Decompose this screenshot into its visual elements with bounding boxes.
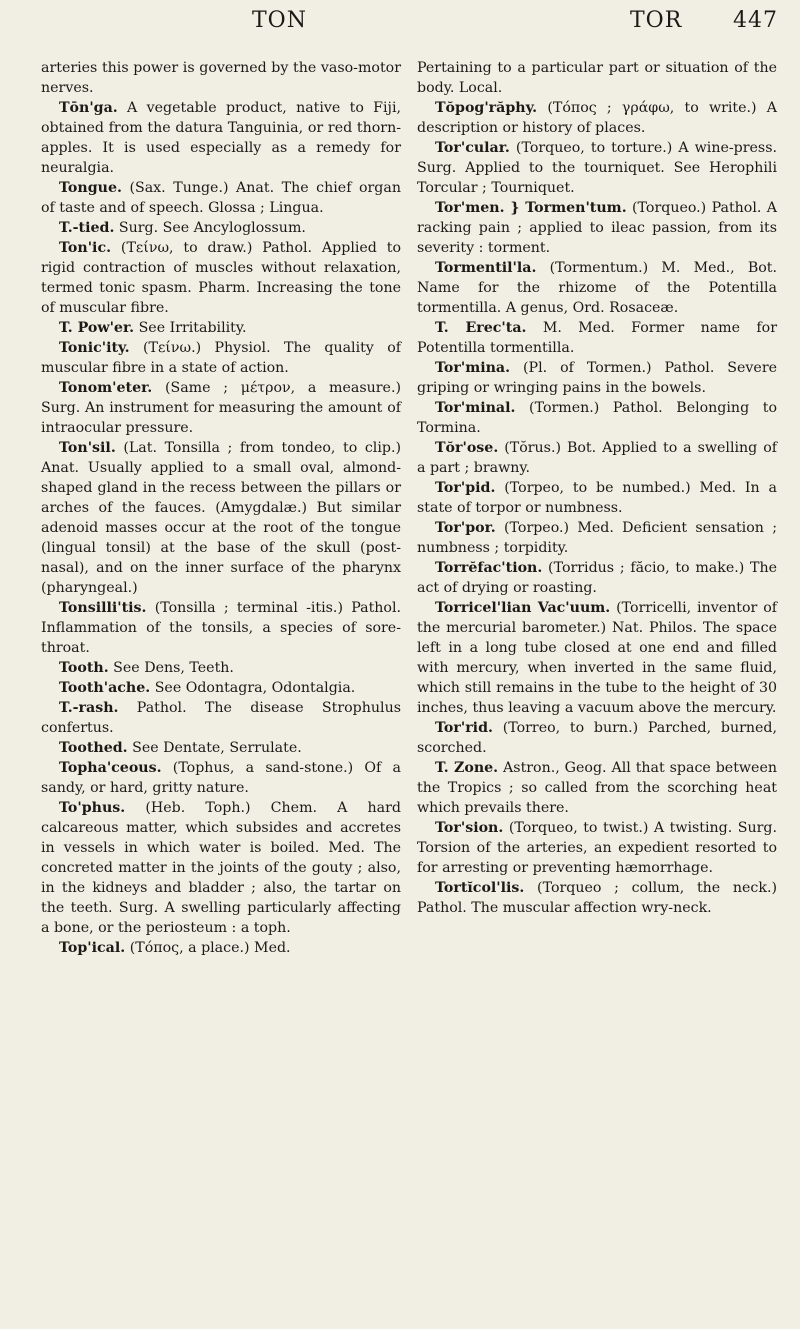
entry-definition: M. Med. Former name for Potentilla tormentilla. [417,320,777,356]
entry-definition: See Odontagra, Odontalgia. [150,680,356,696]
entry-definition: (Heb. Toph.) Chem. A hard calcareous matter, which subsides and accretes in vessels in which water is boiled. Med. The concreted matter in the joints of the gouty ; also, in the kidneys and bladder ; also, the tartar on the teeth. Surg. A swelling particularly affecting a bone, or the periosteum : a toph. [41,800,401,936]
entry-headword: Tor'mina. [435,360,511,376]
entry-definition: arteries this power is governed by the vaso-motor nerves. [41,60,401,96]
dictionary-entry [41,658,401,678]
entry-definition: (Torqueo, to torture.) A wine-press. Surg. Applied to the tourniquet. See Herophili Torcular ; Tourniquet. [417,140,777,196]
entry-definition: (Torridus ; făcio, to make.) The act of drying or roasting. [417,560,777,596]
entry-headword: Tōn'ga. [59,100,118,116]
entry-definition: (Torqueo, to twist.) A twisting. Surg. Torsion of the arteries, an expedient resorted to for arresting or preventing hæmorrhage. [417,820,777,876]
entry-headword: T. Pow'er. [59,320,135,336]
dictionary-entry [41,58,401,98]
right-guide-word: TOR [630,8,683,33]
entry-definition: (Lat. Tonsilla ; from tondeo, to clip.) Anat. Usually applied to a small oval, almond-shaped gland in the recess between the pillars or arches of the fauces. (Amygdalæ.) But similar adenoid masses occur at the root of the tongue (lingual tonsil) at the base of the skull (post-nasal), and on the inner surface of the pharynx (pharyngeal.) [41,440,401,596]
entry-definition: (Tormentum.) M. Med., Bot. Name for the rhizome of the Potentilla tormentilla. A genus, Ord. Rosaceæ. [417,260,777,316]
dictionary-entry [417,878,777,918]
dictionary-entry [41,438,401,598]
dictionary-entry [41,598,401,658]
entry-headword: Top'ical. [59,940,126,956]
entry-definition: (Τόπος ; γράφω, to write.) A description or history of places. [417,100,777,136]
entry-headword: Tŏr'ose. [435,440,499,456]
entry-definition: Surg. See Ancyloglossum. [114,220,306,236]
entry-definition: See Dens, Teeth. [108,660,234,676]
dictionary-entry [41,218,401,238]
dictionary-entry [41,938,401,958]
dictionary-entry [41,678,401,698]
entry-definition: (Torpeo, to be numbed.) Med. In a state of torpor or numbness. [417,480,777,516]
entry-headword: Tooth. [59,660,109,676]
entry-definition: (Torpeo.) Med. Deficient sensation ; numbness ; torpidity. [417,520,777,556]
running-header [22,8,778,48]
dictionary-entry [417,478,777,518]
entry-definition: (Tonsilla ; terminal -itis.) Pathol. Inflammation of the tonsils, a species of sore-throat. [41,600,401,656]
dictionary-entry [417,198,777,258]
entry-headword: T. Erec'ta. [435,320,527,336]
entry-definition: (Τείνω, to draw.) Pathol. Applied to rigid contraction of muscles without relaxation, termed tonic spasm. Pharm. Increasing the tone of muscular fibre. [41,240,401,316]
dictionary-entry [417,58,777,98]
entry-headword: Tooth'ache. [59,680,151,696]
dictionary-entry [417,318,777,358]
dictionary-entry [41,318,401,338]
entry-headword: Ton'sil. [59,440,116,456]
dictionary-entry [417,398,777,438]
entry-definition: (Pl. of Tormen.) Pathol. Severe griping or wringing pains in the bowels. [417,360,777,396]
entry-headword: To'phus. [59,800,126,816]
entry-definition: (Torqueo.) Pathol. A racking pain ; applied to ileac passion, from its severity : torment. [417,200,777,256]
entry-definition: See Dentate, Serrulate. [127,740,302,756]
dictionary-entry [41,98,401,178]
entry-definition: (Τόπος, a place.) Med. [125,940,291,956]
entry-headword: Tor'men. } Tormen'tum. [435,200,627,216]
entry-definition: (Τείνω.) Physiol. The quality of muscular fibre in a state of action. [41,340,401,376]
entry-headword: Tonsilli'tis. [59,600,147,616]
dictionary-entry [417,98,777,138]
dictionary-entry [417,258,777,318]
entry-definition: (Torreo, to burn.) Parched, burned, scorched. [417,720,777,756]
entry-headword: Tonic'ity. [59,340,130,356]
dictionary-entry [417,758,777,818]
dictionary-entry [417,138,777,198]
entry-definition: Pathol. The disease Strophulus confertus. [41,700,401,736]
dictionary-entry [41,338,401,378]
dictionary-entry [41,238,401,318]
entry-headword: Tor'rid. [435,720,493,736]
dictionary-entry [417,518,777,558]
left-guide-word: TON [252,8,307,33]
entry-headword: Tor'minal. [435,400,516,416]
dictionary-entry [417,818,777,878]
entry-headword: Tor'cular. [435,140,510,156]
dictionary-entry [417,358,777,398]
dictionary-entry [417,718,777,758]
entry-definition: A vegetable product, native to Fiji, obtained from the datura Tanguinia, or red thorn-apples. It is used especially as a remedy for neuralgia. [41,100,401,176]
entry-definition: See Irritability. [134,320,247,336]
right-column [417,58,777,918]
entry-headword: Ton'ic. [59,240,112,256]
entry-headword: T.-tied. [59,220,115,236]
entry-headword: Torricel'lian Vac'uum. [435,600,611,616]
entry-headword: Tor'por. [435,520,496,536]
dictionary-entry [41,798,401,938]
entry-headword: T. Zone. [435,760,499,776]
dictionary-entry [417,438,777,478]
entry-definition: Astron., Geog. All that space between the Tropics ; so called from the scorching heat which prevails there. [417,760,777,816]
entry-definition: (Same ; μέτρον, a measure.) Surg. An instrument for measuring the amount of intraocular pressure. [41,380,401,436]
dictionary-entry [41,178,401,218]
entry-definition: Pertaining to a particular part or situation of the body. Local. [417,60,777,96]
entry-headword: Tŏpog'răphy. [435,100,538,116]
entry-definition: (Tormen.) Pathol. Belonging to Tormina. [417,400,777,436]
entry-headword: T.-rash. [59,700,119,716]
entry-definition: (Tŏrus.) Bot. Applied to a swelling of a part ; brawny. [417,440,777,476]
entry-definition: (Sax. Tunge.) Anat. The chief organ of taste and of speech. Glossa ; Lingua. [41,180,401,216]
dictionary-entry [41,698,401,738]
entry-headword: Toothed. [59,740,128,756]
dictionary-entry [417,558,777,598]
entry-headword: Tongue. [59,180,122,196]
entry-definition: (Torricelli, inventor of the mercurial barometer.) Nat. Philos. The space left in a long tube closed at one end and filled with mercury, when inverted in the same fluid, which still remains in the tube to the height of 30 inches, thus leaving a vacuum above the mercury. [417,600,777,716]
entry-definition: (Tophus, a sand-stone.) Of a sandy, or hard, gritty nature. [41,760,401,796]
entry-headword: Tortĭcol'lis. [435,880,525,896]
dictionary-entry [41,738,401,758]
left-column [41,58,401,958]
page-number: 447 [733,8,778,33]
entry-headword: Topha'ceous. [59,760,162,776]
dictionary-entry [41,378,401,438]
entry-headword: Tonom'eter. [59,380,153,396]
entry-headword: Tormentil'la. [435,260,537,276]
entry-definition: (Torqueo ; collum, the neck.) Pathol. The muscular affection wry-neck. [417,880,777,916]
dictionary-entry [417,598,777,718]
entry-headword: Tor'sion. [435,820,504,836]
dictionary-entry [41,758,401,798]
entry-headword: Tor'pid. [435,480,496,496]
entry-headword: Torrĕfac'tion. [435,560,543,576]
